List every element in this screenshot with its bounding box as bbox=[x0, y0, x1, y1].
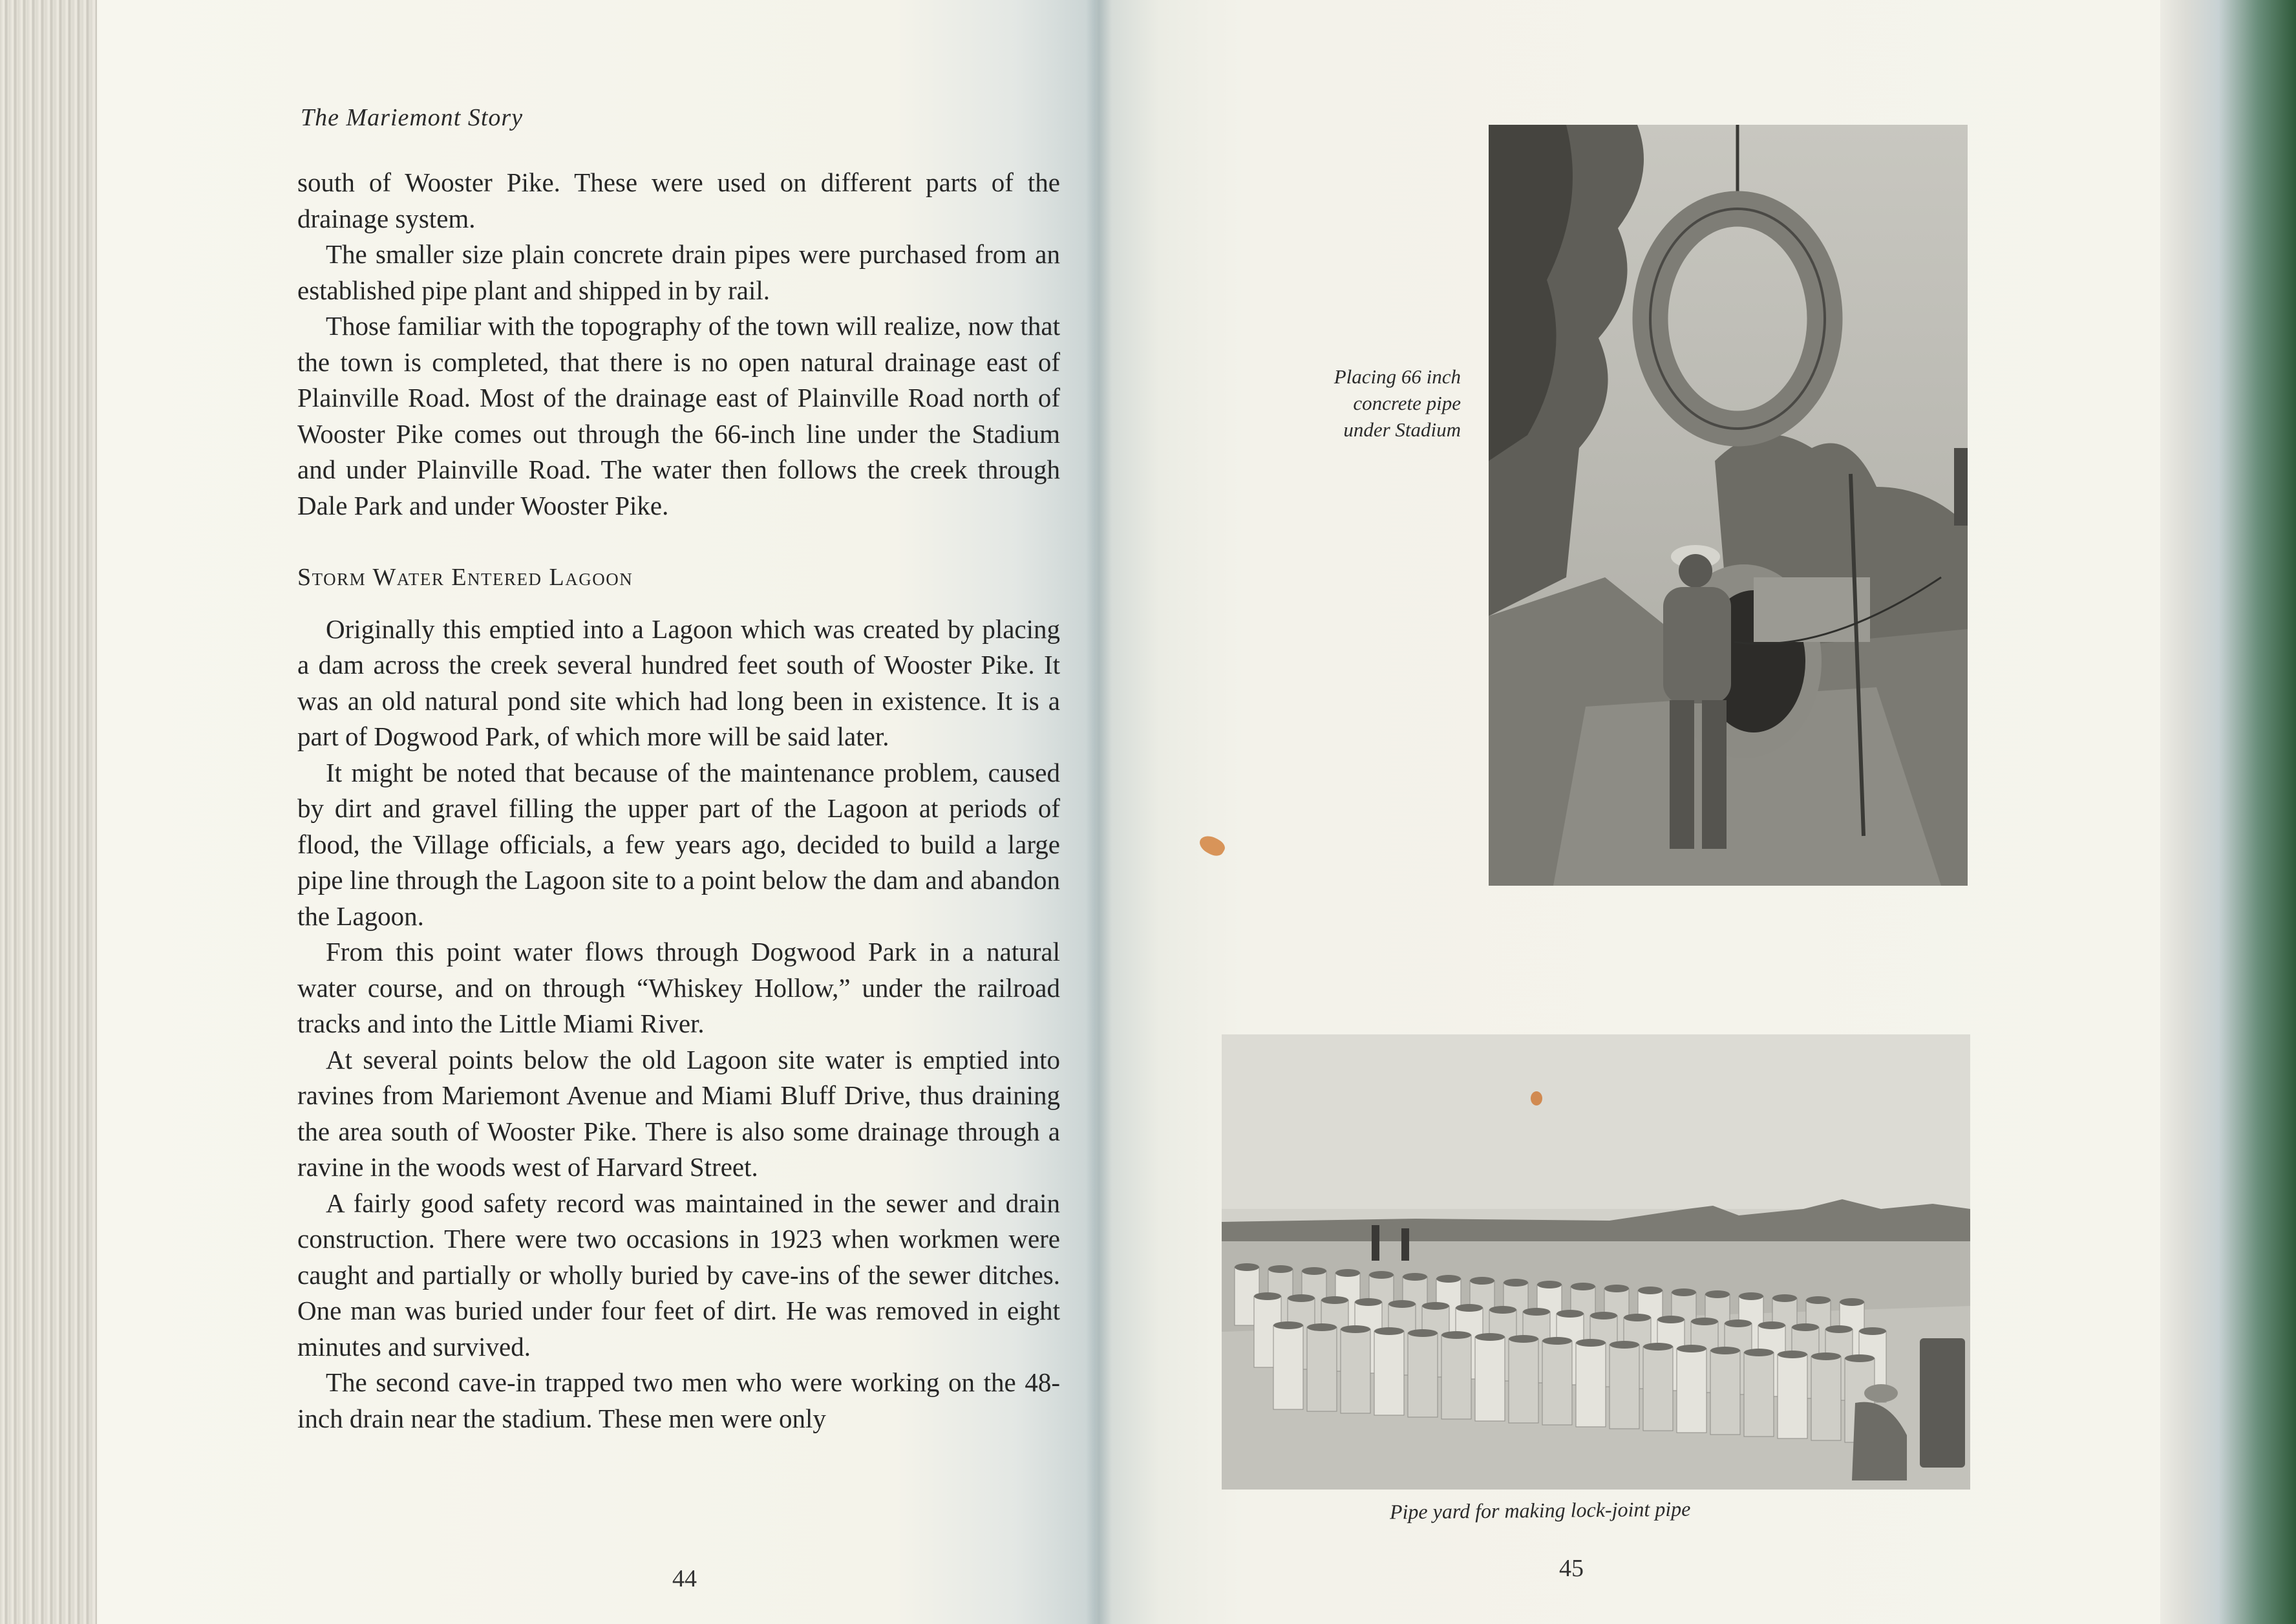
pipe-section-top bbox=[1422, 1302, 1449, 1310]
pipe-section bbox=[1576, 1343, 1606, 1427]
page-stain bbox=[1531, 1091, 1542, 1106]
pipe-section-top bbox=[1542, 1337, 1572, 1345]
pipe-section-top bbox=[1369, 1271, 1394, 1279]
pipe-section-top bbox=[1341, 1325, 1370, 1333]
pipe-section-top bbox=[1638, 1287, 1663, 1294]
left-page-body-text bbox=[297, 165, 1060, 1437]
pipe-section-top bbox=[1504, 1279, 1528, 1287]
pipe-section-top bbox=[1710, 1347, 1740, 1354]
body-paragraph: The second cave-in trapped two men who were working on the 48-inch drain near the stadium. These men were only bbox=[297, 1367, 1060, 1433]
pipe-section bbox=[1744, 1352, 1774, 1437]
pipe-section-top bbox=[1388, 1300, 1416, 1308]
caption-top-line-1: Placing 66 inch bbox=[1334, 365, 1461, 388]
pipe-section bbox=[1441, 1335, 1471, 1419]
caption-bottom-photo: Pipe yard for making lock-joint pipe bbox=[1389, 1497, 1691, 1524]
pipe-section-top bbox=[1845, 1354, 1875, 1362]
pipe-section-top bbox=[1273, 1321, 1303, 1329]
pipe-section-top bbox=[1302, 1267, 1326, 1275]
pipe-section-top bbox=[1436, 1275, 1461, 1283]
pipe-section bbox=[1408, 1333, 1438, 1417]
pipe-section-top bbox=[1792, 1323, 1819, 1331]
pipe-section-top bbox=[1825, 1325, 1853, 1333]
pipe-section-top bbox=[1624, 1314, 1651, 1321]
body-paragraph: A fairly good safety record was maintained in the sewer and drain construction. There were two occasions in 1923 when workmen were caught and partially or wholly buried by cave-ins of the sewer ditches. One man was buried under four feet of dirt. He was removed in eight minutes and survived. bbox=[297, 1188, 1060, 1362]
pipe-section-top bbox=[1321, 1296, 1348, 1304]
pipe-section bbox=[1811, 1356, 1841, 1440]
page-number-right: 45 bbox=[1559, 1555, 1584, 1582]
body-paragraph: The smaller size plain concrete drain pipes were purchased from an established pipe plant and shipped in by rail. bbox=[297, 239, 1060, 305]
pipe-section bbox=[1374, 1331, 1404, 1415]
pipe-section-top bbox=[1840, 1298, 1864, 1306]
pipe-section-top bbox=[1235, 1263, 1259, 1271]
pipe-section bbox=[1677, 1349, 1706, 1433]
pipe-section-top bbox=[1475, 1333, 1505, 1341]
body-paragraph: Those familiar with the topography of the town will realize, now that the town is completed, that there is no open natural drainage east of Plainville Road. Most of the drainage east of Plainville Road north of Wooster Pike comes out through the 66-inch line under the Stadium and under Plainville Road. The water then follows the creek through Dale Park and under Wooster Pike. bbox=[297, 311, 1060, 520]
pipe-section bbox=[1273, 1325, 1303, 1409]
pipe-section-top bbox=[1705, 1290, 1730, 1298]
pipe-section-top bbox=[1523, 1308, 1550, 1316]
pipe-section-top bbox=[1268, 1265, 1293, 1273]
pipe-section-top bbox=[1576, 1339, 1606, 1347]
section-heading: Storm Water Entered Lagoon bbox=[297, 564, 633, 591]
pipe-section bbox=[1778, 1354, 1807, 1438]
pipe-section-top bbox=[1307, 1323, 1337, 1331]
pipe-section bbox=[1341, 1329, 1370, 1413]
pipe-section-top bbox=[1725, 1320, 1752, 1327]
pipe-section-top bbox=[1778, 1351, 1807, 1358]
pipe-section-top bbox=[1489, 1306, 1516, 1314]
pipe-section-top bbox=[1355, 1298, 1382, 1306]
pipe-section-top bbox=[1441, 1331, 1471, 1339]
pipe-section-top bbox=[1677, 1345, 1706, 1352]
pipe-section-top bbox=[1643, 1343, 1673, 1351]
pipe-section-top bbox=[1772, 1294, 1797, 1302]
pipe-section-top bbox=[1604, 1285, 1629, 1292]
caption-top-photo bbox=[1280, 363, 1461, 443]
pipe-section bbox=[1542, 1341, 1572, 1425]
body-paragraph: At several points below the old Lagoon site water is emptied into ravines from Mariemont Avenue and Miami Bluff Drive, thus draining the area south of Wooster Pike. There is also some drainage through a ravine in the woods west of Harvard Street. bbox=[297, 1044, 1060, 1182]
pipe-section-top bbox=[1859, 1327, 1886, 1335]
pipe-section-top bbox=[1374, 1327, 1404, 1335]
pipe-section-top bbox=[1590, 1312, 1617, 1320]
pipe-section bbox=[1475, 1337, 1505, 1421]
pipe-section bbox=[1509, 1339, 1538, 1423]
running-head: The Mariemont Story bbox=[301, 104, 524, 131]
pipe-section bbox=[1710, 1351, 1740, 1435]
photo-pipe-yard bbox=[1222, 1034, 1970, 1490]
pipe-section bbox=[1610, 1345, 1639, 1429]
pipe-section-top bbox=[1691, 1318, 1718, 1325]
pipe-section-top bbox=[1288, 1294, 1315, 1302]
pipe-section-top bbox=[1610, 1341, 1639, 1349]
book-gutter bbox=[1086, 0, 1112, 1624]
body-paragraph: south of Wooster Pike. These were used on different parts of the drainage system. bbox=[297, 167, 1060, 233]
pipe-section-top bbox=[1811, 1352, 1841, 1360]
caption-top-line-3: under Stadium bbox=[1343, 418, 1461, 441]
pipe-section-top bbox=[1456, 1304, 1483, 1312]
pipe-section-top bbox=[1254, 1292, 1281, 1300]
pipe-section-top bbox=[1408, 1329, 1438, 1337]
pipe-section-top bbox=[1403, 1273, 1427, 1281]
pipe-section-top bbox=[1335, 1269, 1360, 1277]
pipe-section bbox=[1643, 1347, 1673, 1431]
photo-placing-concrete-pipe bbox=[1489, 125, 1968, 886]
pipe-section-top bbox=[1672, 1288, 1696, 1296]
pipe-section-top bbox=[1571, 1283, 1595, 1290]
page-stack-right-edge bbox=[2160, 0, 2296, 1624]
pipe-section-top bbox=[1557, 1310, 1584, 1318]
pipe-section-top bbox=[1739, 1292, 1763, 1300]
pipe-section-top bbox=[1470, 1277, 1494, 1285]
body-paragraph: From this point water flows through Dogwood Park in a natural water course, and on through “Whiskey Hollow,” under the railroad tracks and into the Little Miami River. bbox=[297, 937, 1060, 1038]
pipe-section-top bbox=[1758, 1321, 1785, 1329]
pipe-section-top bbox=[1744, 1349, 1774, 1356]
pipe-section-top bbox=[1657, 1316, 1685, 1323]
pipe-section-top bbox=[1806, 1296, 1831, 1304]
body-paragraph: Originally this emptied into a Lagoon which was created by placing a dam across the creek several hundred feet south of Wooster Pike. It was an old natural pond site which had long been in existence. It is a part of Dogwood Park, of which more will be said later. bbox=[297, 614, 1060, 751]
page-number-left: 44 bbox=[672, 1565, 697, 1592]
pipe-section-top bbox=[1537, 1281, 1562, 1288]
pipe-section-top bbox=[1509, 1335, 1538, 1343]
caption-top-line-2: concrete pipe bbox=[1353, 392, 1461, 414]
page-stack-left-edge bbox=[0, 0, 97, 1624]
pipe-section bbox=[1307, 1327, 1337, 1411]
body-paragraph: It might be noted that because of the maintenance problem, caused by dirt and gravel filling the upper part of the Lagoon at periods of flood, the Village officials, a few years ago, decided to build a large pipe line through the Lagoon site to a point below the dam and abandon the Lagoon. bbox=[297, 757, 1060, 931]
